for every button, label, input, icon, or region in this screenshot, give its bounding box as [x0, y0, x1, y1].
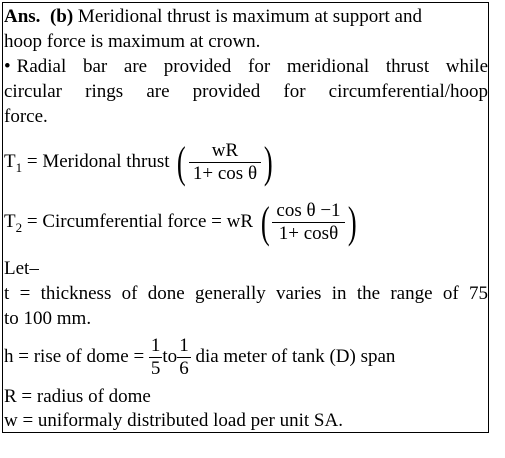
thickness-line-2: to 100 mm.	[4, 308, 92, 329]
right-paren: )	[263, 137, 273, 187]
radius-line: R = radius of dome	[4, 386, 151, 407]
answer-line-2: hoop force is maximum at crown.	[4, 31, 261, 52]
h-denominator-1: 5	[150, 358, 161, 380]
t2-denominator: 1+ cosθ	[272, 222, 344, 245]
left-paren: (	[177, 137, 186, 187]
t1-fraction	[189, 140, 261, 185]
t1-denominator: 1+ cos θ	[189, 162, 261, 185]
h-formula	[4, 334, 395, 380]
t2-symbol: T	[4, 211, 16, 232]
h-fraction-2	[177, 335, 191, 380]
right-paren: )	[347, 197, 357, 247]
t1-symbol: T	[4, 151, 16, 172]
h-fraction-1	[149, 335, 163, 380]
t2-subscript: 2	[15, 220, 23, 235]
option-label: (b)	[49, 6, 74, 27]
h-suffix: dia meter of tank (D) span	[190, 346, 396, 367]
h-numerator-1: 1	[150, 335, 161, 357]
t1-subscript: 1	[15, 160, 23, 175]
line1-text: Meridional thrust is maximum at support and	[77, 6, 422, 27]
let-heading: Let–	[4, 258, 39, 279]
h-denominator-2: 6	[179, 358, 189, 380]
left-paren: (	[260, 197, 270, 247]
thickness-line-1: t = thickness of done generally varies in the range of 75	[4, 283, 488, 304]
t1-formula	[4, 137, 276, 188]
t1-numerator: wR	[211, 140, 239, 162]
answer-line-3	[4, 55, 488, 79]
answer-line-5: force.	[4, 106, 48, 127]
line3-text: Radial bar are provided for meridional thrust while	[16, 56, 488, 77]
h-to: to	[162, 346, 178, 367]
t2-label: = Circumferential force = wR	[22, 211, 253, 232]
t2-numerator: cos θ −1	[276, 200, 341, 222]
t1-label: = Meridonal thrust	[22, 151, 175, 172]
answer-line-4: circular rings are provided for circumferential/hoop	[4, 81, 488, 102]
bullet-icon: •	[4, 56, 11, 77]
ans-label: Ans.	[4, 6, 41, 27]
h-numerator-2: 1	[179, 335, 189, 357]
answer-line-1	[4, 5, 488, 29]
t2-formula	[4, 197, 359, 248]
t2-fraction	[272, 200, 344, 245]
load-line: w = uniformaly distributed load per unit SA.	[4, 410, 343, 431]
h-prefix: h = rise of dome =	[4, 346, 149, 367]
